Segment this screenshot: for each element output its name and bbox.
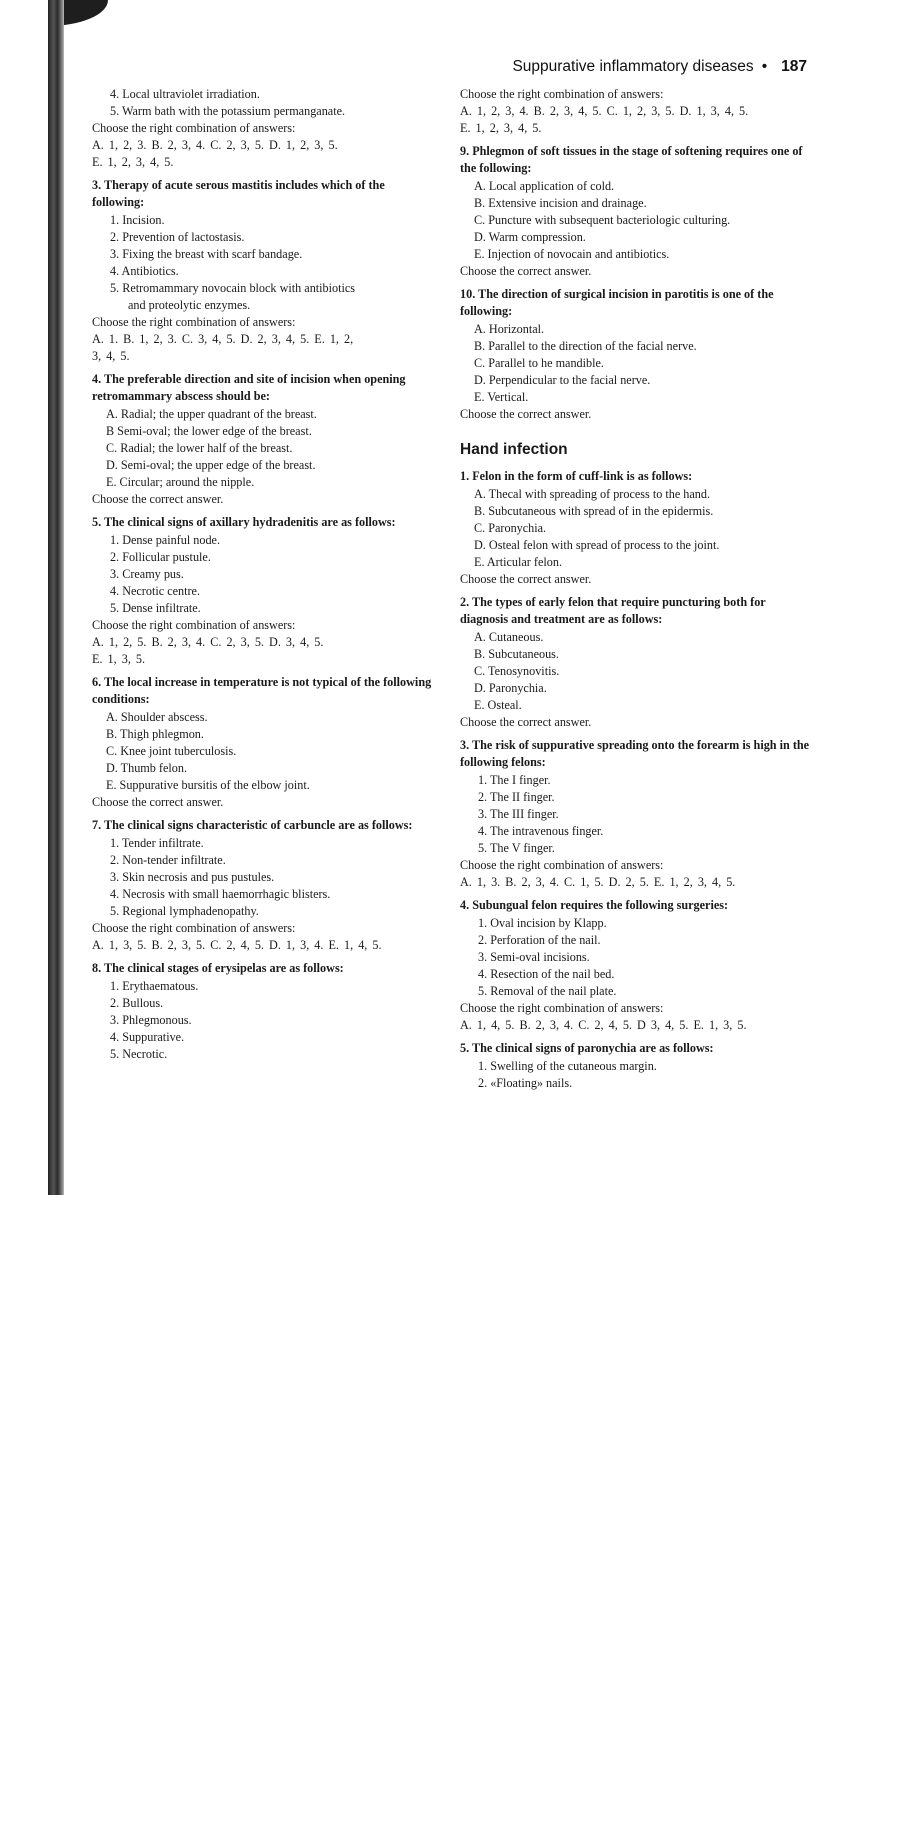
option-continuation: and proteolytic enzymes. bbox=[128, 298, 251, 312]
question-title: 4. The preferable direction and site of incision when opening retromammary abscess should be: bbox=[92, 372, 406, 403]
hand-question-4 bbox=[460, 897, 810, 1034]
option: C. Radial; the lower half of the breast. bbox=[106, 441, 293, 455]
option: C. Knee joint tuberculosis. bbox=[106, 744, 237, 758]
option: E. Osteal. bbox=[474, 698, 522, 712]
option: D. Semi-oval; the upper edge of the breast. bbox=[106, 458, 316, 472]
option: 2. The II finger. bbox=[478, 790, 555, 804]
option: D. Paronychia. bbox=[474, 681, 547, 695]
option: 1. Oval incision by Klapp. bbox=[478, 916, 607, 930]
question-8 bbox=[92, 960, 437, 1063]
option: 1. Tender infiltrate. bbox=[110, 836, 204, 850]
option: 4. Necrosis with small haemorrhagic blisters. bbox=[110, 887, 331, 901]
option: D. Osteal felon with spread of process to the joint. bbox=[474, 538, 720, 552]
answer-choices: A. 1, 2, 3, 4. B. 2, 3, 4, 5. C. 1, 2, 3, 5. D. 1, 3, 4, 5. bbox=[460, 104, 749, 118]
option: A. Thecal with spreading of process to the hand. bbox=[474, 487, 711, 501]
answer-choices: A. 1, 4, 5. B. 2, 3, 4. C. 2, 4, 5. D 3, 4, 5. E. 1, 3, 5. bbox=[460, 1018, 747, 1032]
question-9 bbox=[460, 143, 810, 280]
answer-prompt: Choose the correct answer. bbox=[460, 572, 592, 586]
left-column bbox=[92, 86, 437, 1069]
answer-choices: A. 1, 3. B. 2, 3, 4. C. 1, 5. D. 2, 5. E. 1, 2, 3, 4, 5. bbox=[460, 875, 736, 889]
option: 5. Regional lymphadenopathy. bbox=[110, 904, 259, 918]
hand-question-1 bbox=[460, 468, 810, 588]
question-3 bbox=[92, 177, 437, 365]
option: 1. Erythaematous. bbox=[110, 979, 199, 993]
option: 2. Prevention of lactostasis. bbox=[110, 230, 245, 244]
option: C. Puncture with subsequent bacteriologic culturing. bbox=[474, 213, 731, 227]
question-6 bbox=[92, 674, 437, 811]
option: B. Subcutaneous. bbox=[474, 647, 559, 661]
hand-question-5 bbox=[460, 1040, 810, 1092]
question-title: 9. Phlegmon of soft tissues in the stage of softening requires one of the following: bbox=[460, 144, 803, 175]
option: 5. The V finger. bbox=[478, 841, 555, 855]
option: D. Warm compression. bbox=[474, 230, 586, 244]
option: C. Parallel to he mandible. bbox=[474, 356, 604, 370]
option: 2. Bullous. bbox=[110, 996, 164, 1010]
option: 2. Follicular pustule. bbox=[110, 550, 211, 564]
question-title: 2. The types of early felon that require puncturing both for diagnosis and treatment are as follows: bbox=[460, 595, 766, 626]
option: B. Subcutaneous with spread of in the epidermis. bbox=[474, 504, 714, 518]
option: 5. Dense infiltrate. bbox=[110, 601, 201, 615]
option: 4. Antibiotics. bbox=[110, 264, 179, 278]
question-continued bbox=[92, 86, 437, 171]
option: B. Extensive incision and drainage. bbox=[474, 196, 647, 210]
question-title: 4. Subungual felon requires the following surgeries: bbox=[460, 898, 729, 912]
option: D. Thumb felon. bbox=[106, 761, 188, 775]
section-heading: Hand infection bbox=[460, 441, 568, 458]
answer-prompt: Choose the correct answer. bbox=[92, 492, 224, 506]
question-title: 3. Therapy of acute serous mastitis includes which of the following: bbox=[92, 178, 385, 209]
page-number: 187 bbox=[781, 58, 807, 75]
question-title: 8. The clinical stages of erysipelas are as follows: bbox=[92, 961, 344, 975]
option: 4. The intravenous finger. bbox=[478, 824, 604, 838]
answer-prompt: Choose the correct answer. bbox=[460, 407, 592, 421]
answer-prompt: Choose the correct answer. bbox=[92, 795, 224, 809]
option: A. Local application of cold. bbox=[474, 179, 615, 193]
answer-choices: A. 1, 2, 5. B. 2, 3, 4. C. 2, 3, 5. D. 3, 4, 5. bbox=[92, 635, 324, 649]
option: 5. Removal of the nail plate. bbox=[478, 984, 617, 998]
question-title: 6. The local increase in temperature is not typical of the following conditions: bbox=[92, 675, 432, 706]
option: 1. Swelling of the cutaneous margin. bbox=[478, 1059, 657, 1073]
question-10 bbox=[460, 286, 810, 423]
option: 3. The III finger. bbox=[478, 807, 559, 821]
option: 2. «Floating» nails. bbox=[478, 1076, 573, 1090]
question-title: 7. The clinical signs characteristic of carbuncle are as follows: bbox=[92, 818, 413, 832]
running-header bbox=[512, 58, 807, 76]
option: 3. Fixing the breast with scarf bandage. bbox=[110, 247, 303, 261]
right-column bbox=[460, 86, 810, 1098]
question-title: 10. The direction of surgical incision in parotitis is one of the following: bbox=[460, 287, 774, 318]
header-bullet: • bbox=[761, 58, 768, 75]
answer-choices: 3, 4, 5. bbox=[92, 349, 130, 363]
option: 5. Retromammary novocain block with antibiotics bbox=[110, 281, 356, 295]
option: C. Paronychia. bbox=[474, 521, 547, 535]
option: A. Horizontal. bbox=[474, 322, 545, 336]
question-title: 3. The risk of suppurative spreading onto the forearm is high in the following felons: bbox=[460, 738, 810, 769]
question-7 bbox=[92, 817, 437, 954]
option: B Semi-oval; the lower edge of the breast. bbox=[106, 424, 312, 438]
answer-prompt: Choose the right combination of answers: bbox=[460, 858, 664, 872]
answer-choices: A. 1, 2, 3. B. 2, 3, 4. C. 2, 3, 5. D. 1, 2, 3, 5. bbox=[92, 138, 338, 152]
answer-choices: E. 1, 2, 3, 4, 5. bbox=[92, 155, 174, 169]
option: B. Parallel to the direction of the facial nerve. bbox=[474, 339, 697, 353]
answer-prompt: Choose the right combination of answers: bbox=[460, 1001, 664, 1015]
question-4 bbox=[92, 371, 437, 508]
answer-prompt: Choose the correct answer. bbox=[460, 715, 592, 729]
answer-prompt: Choose the right combination of answers: bbox=[92, 121, 296, 135]
option: 2. Non-tender infiltrate. bbox=[110, 853, 226, 867]
option: E. Suppurative bursitis of the elbow joint. bbox=[106, 778, 310, 792]
option: 4. Necrotic centre. bbox=[110, 584, 201, 598]
answer-prompt: Choose the right combination of answers: bbox=[92, 618, 296, 632]
option: A. Radial; the upper quadrant of the breast. bbox=[106, 407, 317, 421]
question-title: 5. The clinical signs of paronychia are as follows: bbox=[460, 1041, 714, 1055]
option: 5. Necrotic. bbox=[110, 1047, 168, 1061]
answer-choices: E. 1, 3, 5. bbox=[92, 652, 146, 666]
option: E. Injection of novocain and antibiotics. bbox=[474, 247, 670, 261]
header-title: Suppurative inflammatory diseases bbox=[512, 58, 754, 75]
option: 1. Dense painful node. bbox=[110, 533, 220, 547]
option: 3. Phlegmonous. bbox=[110, 1013, 192, 1027]
option: 4. Suppurative. bbox=[110, 1030, 185, 1044]
hand-question-2 bbox=[460, 594, 810, 731]
option: B. Thigh phlegmon. bbox=[106, 727, 204, 741]
book-binding bbox=[48, 0, 64, 1195]
question-title: 5. The clinical signs of axillary hydradenitis are as follows: bbox=[92, 515, 396, 529]
option: 1. Incision. bbox=[110, 213, 165, 227]
question-title: 1. Felon in the form of cuff-link is as follows: bbox=[460, 469, 693, 483]
answer-prompt: Choose the right combination of answers: bbox=[460, 87, 664, 101]
answer-choices: A. 1. B. 1, 2, 3. C. 3, 4, 5. D. 2, 3, 4, 5. E. 1, 2, bbox=[92, 332, 354, 346]
option: 5. Warm bath with the potassium permanganate. bbox=[110, 104, 346, 118]
option: 3. Semi-oval incisions. bbox=[478, 950, 590, 964]
answer-prompt: Choose the right combination of answers: bbox=[92, 921, 296, 935]
answer-choices: E. 1, 2, 3, 4, 5. bbox=[460, 121, 542, 135]
option: 3. Creamy pus. bbox=[110, 567, 184, 581]
option: 4. Resection of the nail bed. bbox=[478, 967, 615, 981]
option: E. Circular; around the nipple. bbox=[106, 475, 255, 489]
option: 3. Skin necrosis and pus pustules. bbox=[110, 870, 275, 884]
option: C. Tenosynovitis. bbox=[474, 664, 560, 678]
option: A. Shoulder abscess. bbox=[106, 710, 208, 724]
option: D. Perpendicular to the facial nerve. bbox=[474, 373, 651, 387]
option: 2. Perforation of the nail. bbox=[478, 933, 601, 947]
question-continued bbox=[460, 86, 810, 137]
answer-choices: A. 1, 3, 5. B. 2, 3, 5. C. 2, 4, 5. D. 1, 3, 4. E. 1, 4, 5. bbox=[92, 938, 382, 952]
option: E. Vertical. bbox=[474, 390, 529, 404]
question-5 bbox=[92, 514, 437, 668]
answer-prompt: Choose the right combination of answers: bbox=[92, 315, 296, 329]
hand-question-3 bbox=[460, 737, 810, 891]
option: A. Cutaneous. bbox=[474, 630, 544, 644]
option: 4. Local ultraviolet irradiation. bbox=[110, 87, 260, 101]
option: E. Articular felon. bbox=[474, 555, 562, 569]
option: 1. The I finger. bbox=[478, 773, 551, 787]
answer-prompt: Choose the correct answer. bbox=[460, 264, 592, 278]
